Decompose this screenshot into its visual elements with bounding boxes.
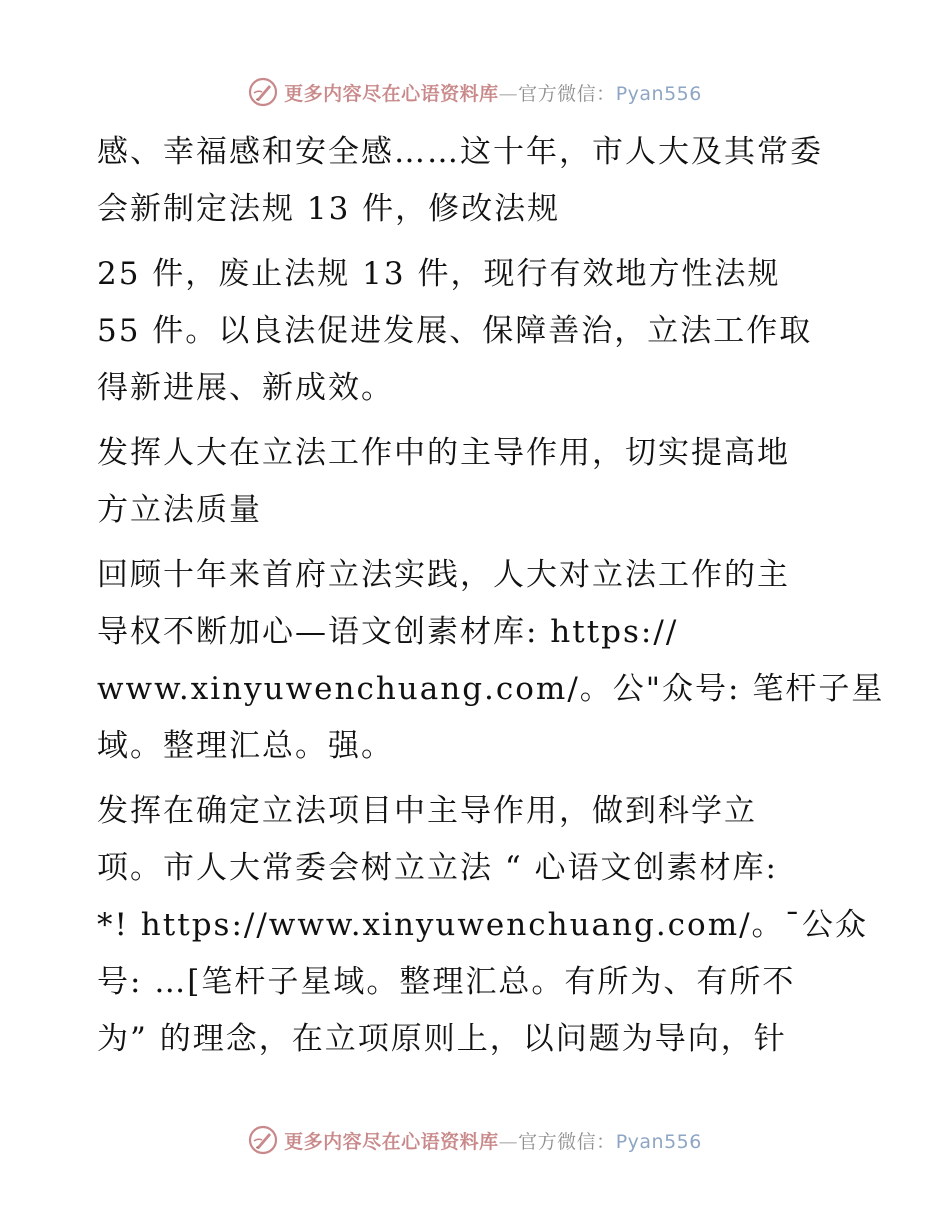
text-line: 导权不断加心—语文创素材库: https:// [97,614,679,650]
text-line: 55 件。以良法促进发展、保障善治，立法工作取 [97,313,813,349]
paragraph [97,425,857,539]
text-line: 发挥人大在立法工作中的主导作用，切实提高地 [97,435,790,471]
quill-pen-circle-icon [248,1125,278,1155]
text-line: 为” 的理念，在立项原则上，以问题为导向，针 [97,1021,787,1057]
watermark-wechat-id: Pyan556 [615,1130,702,1153]
paragraph [97,783,869,1068]
quill-pen-circle-icon [248,77,278,107]
paragraph [97,246,857,417]
footer-watermark [0,1120,950,1160]
document-body [97,124,885,1076]
text-line: 发挥在确定立法项目中主导作用，做到科学立 [97,793,757,829]
text-line: www.xinyuwenchuang.com/。公"众号: 笔杆子星 [97,671,885,707]
watermark-separator: — [498,82,519,105]
text-line: 25 件，废止法规 13 件，现行有效地方性法规 [97,256,781,292]
watermark-text [284,79,702,106]
watermark-brand: 更多内容尽在心语资料库 [284,82,499,105]
text-line: 项。市人大常委会树立立法 “ 心语文创素材库: [97,850,778,886]
watermark-label: 官方微信： [518,82,616,105]
text-line: 方立法质量 [97,492,262,528]
text-line: 得新进展、新成效。 [97,370,394,406]
watermark-text [284,1127,702,1154]
watermark-brand: 更多内容尽在心语资料库 [284,1130,499,1153]
paragraph [97,124,857,238]
paragraph [97,547,885,775]
watermark-label: 官方微信： [518,1130,616,1153]
text-line: 号: …[笔杆子星域。整理汇总。有所为、有所不 [97,964,796,1000]
text-line: 会新制定法规 13 件，修改法规 [97,191,561,227]
watermark-wechat-id: Pyan556 [615,82,702,105]
header-watermark [0,72,950,112]
watermark-separator: — [498,1130,519,1153]
text-line: 域。整理汇总。强。 [97,728,394,764]
text-line: 感、幸福感和安全感……这十年，市人大及其常委 [97,134,823,170]
text-line: *! https://www.xinyuwenchuang.com/。¯公众 [97,907,869,943]
text-line: 回顾十年来首府立法实践，人大对立法工作的主 [97,557,790,593]
